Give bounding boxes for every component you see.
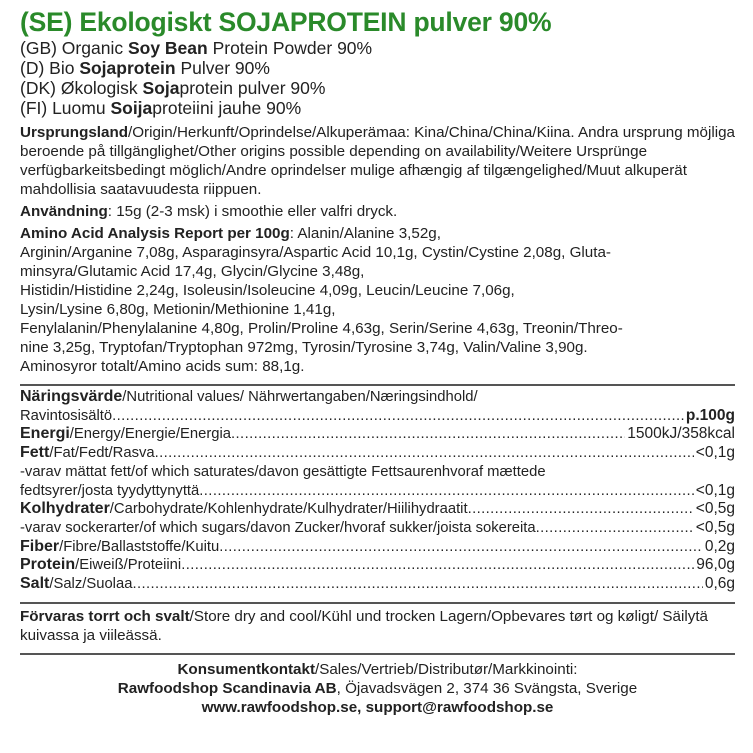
amino-line: Amino Acid Analysis Report per 100g: Alanin/Alanine 3,52g, [20,225,441,242]
nutrition-row-saturates: fedtsyrer/josta tyydyttynyttä ..... <0,1g [20,482,735,501]
language-name-gb: (GB) Organic Soy Bean Protein Powder 90% [20,38,373,58]
origin-paragraph: Ursprungsland/Origin/Herkunft/Oprindelse/Alkuperämaa: Kina/China/China/Kiina. Andra ursprung möjliga beroende på tillgänglighet/Other origins possible depending on availability/Weitere Ursprünge verfügbarkeitsbedingt möglich/Andre oprindelser mulige afhængig af tilgængelighed/Muut alkuperät mahdollisia saatavuudesta riippuen. [20,124,735,198]
nutrition-row-fibre: Fiber/Fibre/Ballaststoffe/Kuitu ..... 0,2g [20,538,735,557]
usage-paragraph: Användning: 15g (2-3 msk) i smoothie eller valfri dryck. [20,203,398,220]
nutrition-row-carbohydrate: Kolhydrater/Carbohydrate/Kohlenhydrate/Kulhydrater/Hiilihydraatit ..... <0,5g [20,500,735,519]
nutrition-row-saturates-line1: -varav mättat fett/of which saturates/davon gesättigte Fettsaurenhvoraf mættede [20,463,546,480]
language-name-dk: (DK) Økologisk Sojaprotein pulver 90% [20,78,326,98]
amino-line: Arginin/Arganine 7,08g, Asparaginsyra/Aspartic Acid 10,1g, Cystin/Cystine 2,08g, Gluta- [20,244,611,261]
amino-line: Histidin/Histidine 2,24g, Isoleusin/Isoleucine 4,09g, Leucin/Leucine 7,06g, [20,282,515,299]
nutrition-row-fat: Fett/Fat/Fedt/Rasva ..... <0,1g [20,444,735,463]
nutrition-row-sugars: -varav sockerarter/of which sugars/davon Zucker/hvoraf sukker/joista sokereita ..... <0,5g [20,519,735,538]
contact-block [20,660,735,717]
amino-line: Fenylalanin/Phenylalanine 4,80g, Prolin/Proline 4,63g, Serin/Serine 4,63g, Treonin/Threo- [20,320,623,337]
nutrition-row-salt: Salt/Salz/Suolaa ..... 0,6g [20,575,735,594]
nutrition-table [20,388,735,594]
product-title: (SE) Ekologiskt SOJAPROTEIN pulver 90% [20,7,552,37]
contact-address: Rawfoodshop Scandinavia AB, Öjavadsvägen 2, 374 36 Svängsta, Sverige [117,679,638,697]
nutrition-row-energy: Energi/Energy/Energie/Energia ..... 1500kJ/358kcal [20,425,735,444]
nutrition-per-row: Ravintosisältö ..... p.100g [20,407,735,426]
amino-line: Lysin/Lysine 6,80g, Metionin/Methionine 1,41g, [20,301,336,318]
section-divider [20,384,735,386]
language-name-de: (D) Bio Sojaprotein Pulver 90% [20,58,270,78]
amino-line: minsyra/Glutamic Acid 17,4g, Glycin/Glycine 3,48g, [20,263,365,280]
nutrition-row-protein: Protein/Eiweiß/Proteiini ..... 96,0g [20,556,735,575]
storage-instructions: Förvaras torrt och svalt/Store dry and cool/Kühl und trocken Lagern/Opbevares tørt og køligt/ Säilytä kuivassa ja viileässä. [20,607,708,644]
amino-acid-report [20,224,735,376]
contact-line: Konsumentkontakt/Sales/Vertrieb/Distributør/Markkinointi: [177,660,578,678]
contact-web: www.rawfoodshop.se, support@rawfoodshop.se [201,698,554,716]
amino-line: Aminosyror totalt/Amino acids sum: 88,1g. [20,358,305,375]
nutrition-header: Näringsvärde/Nutritional values/ Nährwertangaben/Næringsindhold/ [20,388,478,405]
amino-line: nine 3,25g, Tryptofan/Tryptophan 972mg, Tyrosin/Tyrosine 3,74g, Valin/Valine 3,90g. [20,339,588,356]
language-name-fi: (FI) Luomu Soijaproteiini jauhe 90% [20,98,302,118]
